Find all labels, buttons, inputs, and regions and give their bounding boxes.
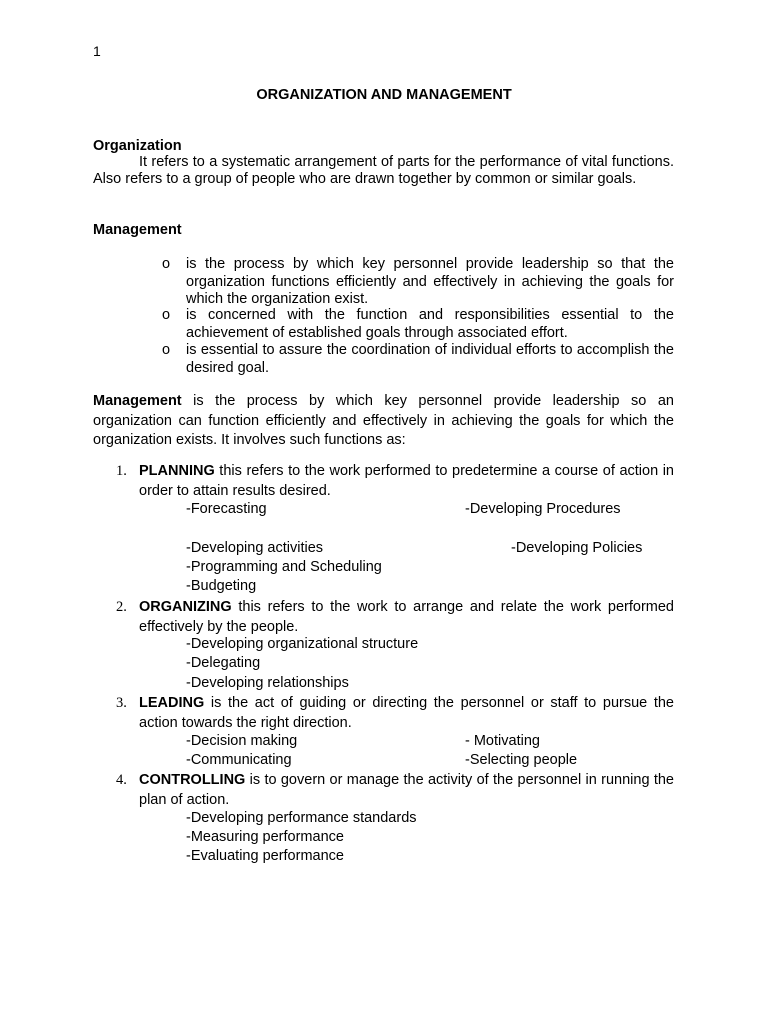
function-leading [139, 694, 674, 733]
organization-paragraph [93, 154, 674, 188]
organization-heading: Organization [93, 138, 182, 154]
function-text: this refers to the work performed to predetermine a course of action in order to attain results desired. [139, 463, 674, 499]
function-name: CONTROLLING [139, 772, 246, 788]
function-text: this refers to the work to arrange and relate the work performed effectively by the people. [139, 599, 674, 635]
function-controlling [139, 771, 674, 810]
leading-sub-item: -Decision making [186, 733, 298, 749]
management-definition [93, 392, 674, 451]
organization-text: It refers to a systematic arrangement of parts for the performance of vital functions. Also refers to a group of people who are drawn together by common or similar goals. [93, 154, 674, 187]
organizing-sub-item: -Developing organizational structure [186, 636, 419, 652]
planning-sub-item: -Developing Procedures [465, 501, 621, 517]
function-planning [139, 462, 674, 501]
organizing-sub-item: -Developing relationships [186, 675, 349, 691]
bullet-marker: o [162, 307, 171, 323]
function-organizing [139, 598, 674, 637]
definition-term: Management [93, 393, 182, 409]
planning-sub-item: -Developing Policies [511, 540, 643, 556]
function-text: is the act of guiding or directing the personnel or staff to pursue the action towards the right direction. [139, 695, 674, 731]
organizing-sub-item: -Delegating [186, 655, 261, 671]
controlling-sub-item: -Evaluating performance [186, 848, 344, 864]
management-heading: Management [93, 222, 182, 238]
function-number: 1. [116, 463, 127, 479]
controlling-sub-item: -Measuring performance [186, 829, 344, 845]
function-name: ORGANIZING [139, 599, 232, 615]
function-number: 4. [116, 772, 127, 788]
management-bullet-1: is the process by which key personnel provide leadership so that the organization functions efficiently and effectively in achieving the goals for which the organization exist. [186, 256, 674, 307]
document-title: ORGANIZATION AND MANAGEMENT [256, 87, 512, 103]
function-number: 2. [116, 599, 127, 615]
leading-sub-item: -Communicating [186, 752, 292, 768]
management-bullet-3: is essential to assure the coordination of individual efforts to accomplish the desired goal. [186, 342, 674, 376]
management-bullet-2: is concerned with the function and responsibilities essential to the achievement of established goals through associated effort. [186, 307, 674, 341]
leading-sub-item: -Selecting people [465, 752, 578, 768]
planning-sub-item: -Forecasting [186, 501, 267, 517]
planning-sub-item: -Programming and Scheduling [186, 559, 382, 575]
function-text: is to govern or manage the activity of the personnel in running the plan of action. [139, 772, 674, 808]
controlling-sub-item: -Developing performance standards [186, 810, 417, 826]
bullet-marker: o [162, 256, 171, 272]
bullet-marker: o [162, 342, 171, 358]
page-number: 1 [93, 43, 101, 59]
leading-sub-item: - Motivating [465, 733, 540, 749]
planning-sub-item: -Developing activities [186, 540, 324, 556]
planning-sub-item: -Budgeting [186, 578, 257, 594]
function-number: 3. [116, 695, 127, 711]
function-name: LEADING [139, 695, 205, 711]
definition-text: is the process by which key personnel provide leadership so an organization can function efficiently and effectively in achieving the goals for which the organization exists. It involves such functions as: [93, 393, 674, 448]
function-name: PLANNING [139, 463, 215, 479]
